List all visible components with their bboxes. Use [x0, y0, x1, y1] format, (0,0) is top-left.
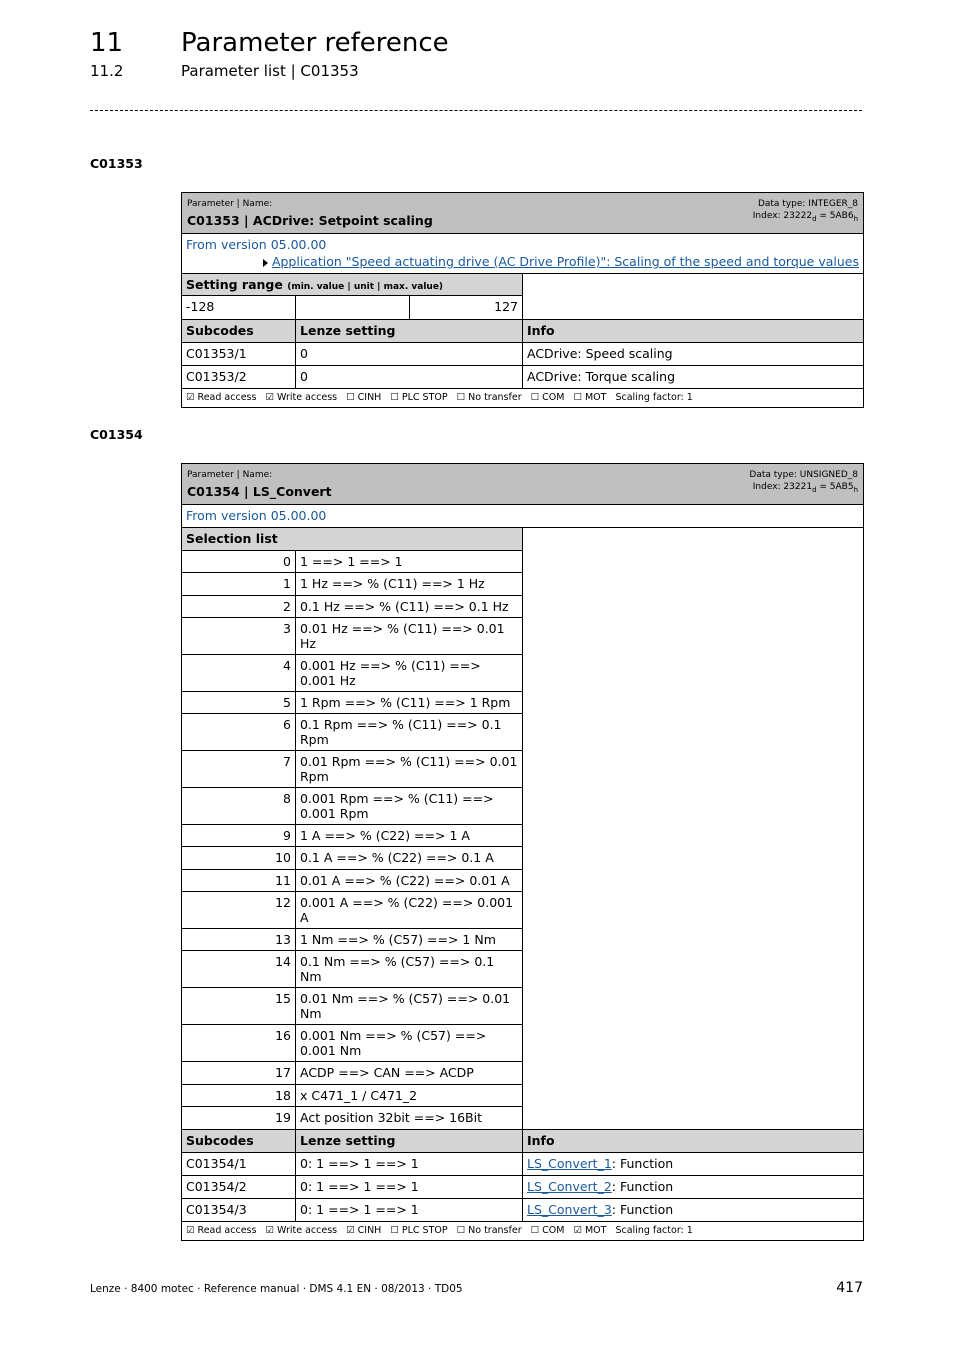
selection-text: 0.1 A ==> % (C22) ==> 0.1 A [300, 850, 494, 866]
footer-flag: ☑ CINH [346, 1225, 382, 1237]
selection-row [182, 692, 522, 714]
footer-scaling: Scaling factor: 1 [615, 1225, 693, 1237]
selection-number: 16 [182, 1025, 296, 1061]
selection-number: 13 [182, 929, 296, 950]
footer-flag: ☑ Write access [265, 392, 338, 403]
footer-flag: ☑ Read access [186, 392, 257, 403]
selection-row [182, 870, 522, 892]
selection-row [182, 788, 522, 825]
selection-row [182, 618, 522, 655]
selection-number: 9 [182, 825, 296, 846]
footer-flag: ☑ MOT [573, 1225, 607, 1237]
selection-text: 0.1 Nm ==> % (C57) ==> 0.1 Nm [300, 954, 495, 985]
selection-text: 1 ==> 1 ==> 1 [300, 554, 403, 569]
arrow-right-icon [263, 259, 268, 267]
selection-text: 0.001 Hz ==> % (C11) ==> 0.001 Hz [300, 657, 481, 688]
selection-row [182, 596, 522, 618]
chapter-title: Parameter reference [181, 28, 449, 58]
subcode-code: C01354/3 [182, 1199, 296, 1221]
selection-text: 0.01 Rpm ==> % (C11) ==> 0.01 Rpm [300, 754, 518, 785]
footer-flag: ☐ No transfer [456, 1225, 522, 1237]
selection-text: 0.001 A ==> % (C22) ==> 0.001 A [300, 895, 514, 926]
subcode-lenze: 0: 1 ==> 1 ==> 1 [296, 1153, 523, 1175]
selection-text: 0.1 Rpm ==> % (C11) ==> 0.1 Rpm [300, 717, 502, 748]
selection-row [182, 929, 522, 951]
footer-flag: ☐ PLC STOP [390, 1225, 448, 1237]
data-type: Data type: UNSIGNED_8 [749, 470, 858, 480]
ls-convert-link[interactable]: LS_Convert_2 [527, 1179, 612, 1195]
subcode-info: LS_Convert_2: Function [527, 1179, 674, 1195]
param-header [182, 193, 863, 234]
selection-number: 11 [182, 870, 296, 891]
selection-number: 18 [182, 1085, 296, 1106]
subcode-code: C01353/2 [182, 366, 296, 388]
param-header [182, 464, 863, 505]
subcode-info: LS_Convert_1: Function [527, 1156, 674, 1172]
page-number: 417 [836, 1280, 863, 1296]
section-title: Parameter list | C01353 [181, 62, 359, 80]
selection-number: 1 [182, 573, 296, 594]
selection-text: 0.001 Rpm ==> % (C11) ==> 0.001 Rpm [300, 791, 494, 822]
param-table-c01354 [181, 463, 864, 1241]
param-label: Parameter | Name: [187, 199, 273, 209]
section-number: 11.2 [90, 62, 124, 80]
anchor-c01353: C01353 [90, 156, 143, 171]
selection-number: 15 [182, 988, 296, 1024]
param-name: C01353 | ACDrive: Setpoint scaling [187, 213, 433, 228]
setting-range-label: Setting range [186, 277, 283, 292]
selection-row [182, 988, 522, 1025]
col-subcodes: Subcodes [182, 320, 296, 342]
selection-text: 1 Hz ==> % (C11) ==> 1 Hz [300, 576, 485, 592]
setting-range-sub: (min. value | unit | max. value) [287, 282, 444, 292]
unit-value [296, 296, 410, 319]
selection-number: 6 [182, 714, 296, 750]
selection-row [182, 825, 522, 847]
selection-row [182, 1085, 522, 1107]
max-value: 127 [494, 299, 518, 314]
table-row [182, 1176, 863, 1199]
selection-row [182, 951, 522, 988]
anchor-c01354: C01354 [90, 427, 143, 442]
chapter-number: 11 [90, 28, 124, 58]
selection-number: 5 [182, 692, 296, 713]
selection-number: 12 [182, 892, 296, 928]
subcode-code: C01353/1 [182, 343, 296, 365]
footer-flag: ☐ PLC STOP [390, 392, 448, 403]
data-type: Data type: INTEGER_8 [757, 199, 858, 209]
footer-flag: ☑ Read access [186, 1225, 257, 1237]
selection-row [182, 751, 522, 788]
selection-list-label: Selection list [182, 528, 522, 551]
param-index: Index: $23221_d = 5AB5_h$ [752, 482, 858, 494]
col-info: Info [527, 1133, 555, 1149]
selection-text: 1 Rpm ==> % (C11) ==> 1 Rpm [300, 694, 511, 710]
param-label: Parameter | Name: [187, 470, 273, 480]
page-footer-text: Lenze · 8400 motec · Reference manual · DMS 4.1 EN · 08/2013 · TD05 [90, 1283, 463, 1295]
param-index: Index: $23222_d = 5AB6_h$ [752, 211, 858, 223]
selection-row [182, 1107, 522, 1129]
subcode-info: ACDrive: Torque scaling [527, 369, 676, 384]
selection-text: 0.001 Nm ==> % (C57) ==> 0.001 Nm [300, 1028, 487, 1059]
selection-row [182, 655, 522, 692]
subcode-code: C01354/2 [182, 1176, 296, 1198]
selection-number: 2 [182, 596, 296, 617]
ls-convert-link[interactable]: LS_Convert_3 [527, 1202, 612, 1218]
selection-number: 8 [182, 788, 296, 824]
selection-row [182, 1062, 522, 1084]
selection-row [182, 847, 522, 869]
selection-number: 17 [182, 1062, 296, 1083]
selection-number: 0 [182, 551, 296, 572]
subcode-lenze: 0 [296, 366, 523, 388]
ls-convert-link[interactable]: LS_Convert_1 [527, 1156, 612, 1172]
param-name: C01354 | LS_Convert [187, 484, 332, 499]
selection-row [182, 1025, 522, 1062]
table-row [182, 1199, 863, 1222]
table-row [182, 1153, 863, 1176]
selection-number: 4 [182, 655, 296, 691]
footer-flag: ☑ Write access [265, 1225, 338, 1237]
selection-row [182, 573, 522, 595]
selection-number: 19 [182, 1107, 296, 1129]
footer-scaling: Scaling factor: 1 [615, 392, 693, 403]
access-footer [182, 389, 863, 407]
subcode-lenze: 0: 1 ==> 1 ==> 1 [296, 1199, 523, 1221]
access-footer [182, 1222, 863, 1240]
footer-flag: ☐ MOT [573, 392, 607, 403]
col-lenze-setting: Lenze setting [296, 320, 523, 342]
subcode-lenze: 0 [296, 343, 523, 365]
selection-text: ACDP ==> CAN ==> ACDP [300, 1065, 474, 1081]
selection-text: 1 Nm ==> % (C57) ==> 1 Nm [300, 932, 496, 948]
selection-number: 10 [182, 847, 296, 868]
selection-number: 14 [182, 951, 296, 987]
footer-flag: ☐ CINH [346, 392, 382, 403]
header-divider [90, 110, 862, 111]
selection-text: x C471_1 / C471_2 [300, 1087, 418, 1103]
param-table-c01353 [181, 192, 864, 408]
selection-row [182, 714, 522, 751]
min-value: -128 [182, 296, 296, 319]
col-lenze-setting: Lenze setting [296, 1130, 523, 1152]
selection-text: 0.01 A ==> % (C22) ==> 0.01 A [300, 872, 510, 888]
selection-row [182, 892, 522, 929]
col-subcodes: Subcodes [182, 1130, 296, 1152]
table-row [182, 343, 863, 366]
selection-text: Act position 32bit ==> 16Bit [300, 1109, 483, 1125]
subcode-lenze: 0: 1 ==> 1 ==> 1 [296, 1176, 523, 1198]
subcode-info: LS_Convert_3: Function [527, 1202, 674, 1218]
selection-row [182, 551, 522, 573]
table-row [182, 366, 863, 389]
application-link[interactable]: Application "Speed actuating drive (AC Drive Profile)": Scaling of the speed and torque values [271, 254, 859, 269]
selection-number: 3 [182, 618, 296, 654]
col-info: Info [527, 323, 555, 338]
footer-flag: ☐ COM [530, 1225, 565, 1237]
selection-text: 0.1 Hz ==> % (C11) ==> 0.1 Hz [300, 598, 509, 614]
selection-text: 0.01 Nm ==> % (C57) ==> 0.01 Nm [300, 991, 511, 1022]
selection-number: 7 [182, 751, 296, 787]
selection-text: 0.01 Hz ==> % (C11) ==> 0.01 Hz [300, 620, 505, 651]
footer-flag: ☐ COM [530, 392, 565, 403]
version-text: From version 05.00.00 [186, 508, 327, 523]
subcode-code: C01354/1 [182, 1153, 296, 1175]
footer-flag: ☐ No transfer [456, 392, 522, 403]
selection-text: 1 A ==> % (C22) ==> 1 A [300, 828, 470, 844]
subcode-info: ACDrive: Speed scaling [527, 346, 673, 361]
version-text: From version 05.00.00 [186, 237, 327, 252]
